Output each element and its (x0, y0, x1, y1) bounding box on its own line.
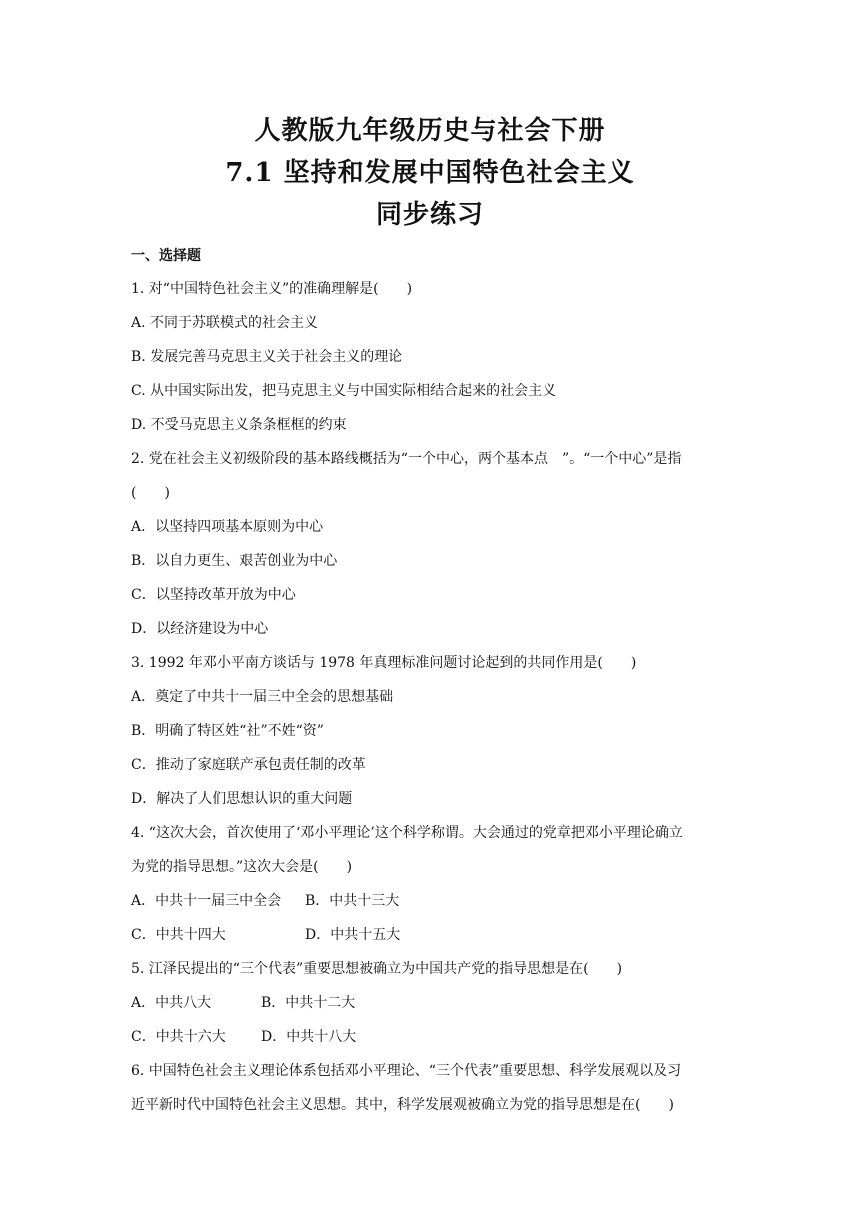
option-a: A. 不同于苏联模式的社会主义 (131, 315, 319, 331)
question-6 (131, 1059, 731, 1117)
question-stem-continued: ( ) (131, 485, 170, 501)
option-b: B. 发展完善马克思主义关于社会主义的理论 (131, 349, 403, 365)
title-line-3: 同步练习 (375, 200, 484, 230)
question-5 (131, 957, 731, 1049)
option-d: D．以经济建设为中心 (131, 621, 269, 637)
option-a: A．以坚持四项基本原则为中心 (131, 519, 324, 535)
option-c: C. 从中国实际出发，把马克思主义与中国实际相结合起来的社会主义 (131, 383, 557, 399)
option-c: C．中共十四大 (131, 927, 226, 943)
question-stem: 3. 1992 年邓小平南方谈话与 1978 年真理标准问题讨论起到的共同作用是( ) (131, 655, 637, 671)
option-a: A．中共十一届三中全会 (131, 893, 282, 909)
option-b: B．中共十三大 (305, 893, 400, 909)
option-d: D．中共十五大 (305, 927, 401, 943)
question-stem-continued: 近平新时代中国特色社会主义思想。其中，科学发展观被确立为党的指导思想是在( ) (131, 1097, 674, 1113)
question-1 (131, 277, 731, 437)
question-stem-continued: 为党的指导思想。”这次大会是( ) (131, 859, 353, 875)
option-b: B．明确了特区姓“社”不姓“资” (131, 723, 324, 739)
option-row (131, 923, 731, 947)
question-4 (131, 821, 731, 947)
option-a: A．中共八大 (131, 995, 212, 1011)
question-2 (131, 447, 731, 641)
option-b: B．中共十二大 (261, 995, 356, 1011)
question-stem: 6. 中国特色社会主义理论体系包括邓小平理论、“三个代表”重要思想、科学发展观以及习 (131, 1063, 682, 1079)
question-stem: 5. 江泽民提出的“三个代表”重要思想被确立为中国共产党的指导思想是在( ) (131, 961, 623, 977)
question-stem: 4. “这次大会，首次使用了‘邓小平理论’这个科学称谓。大会通过的党章把邓小平理论确立 (131, 825, 683, 841)
option-a: A．奠定了中共十一届三中全会的思想基础 (131, 689, 394, 705)
question-content (131, 244, 731, 1127)
option-row (131, 991, 731, 1015)
option-d: D．中共十八大 (261, 1029, 357, 1045)
option-d: D．解决了人们思想认识的重大问题 (131, 791, 353, 807)
option-c: C．推动了家庭联产承包责任制的改革 (131, 757, 366, 773)
section-heading: 一、选择题 (131, 248, 201, 264)
question-stem: 1. 对“中国特色社会主义”的准确理解是( ) (131, 281, 413, 297)
option-b: B．以自力更生、艰苦创业为中心 (131, 553, 338, 569)
option-d: D. 不受马克思主义条条框框的约束 (131, 417, 347, 433)
title-line-2: 7.1 坚持和发展中国特色社会主义 (225, 158, 635, 188)
document-title (0, 110, 860, 236)
question-3 (131, 651, 731, 811)
option-c: C．中共十六大 (131, 1029, 226, 1045)
question-stem: 2. 党在社会主义初级阶段的基本路线概括为“一个中心，两个基本点 ”。“一个中心”是指 (131, 451, 682, 467)
option-row (131, 889, 731, 913)
option-row (131, 1025, 731, 1049)
option-c: C．以坚持改革开放为中心 (131, 587, 296, 603)
title-line-1: 人教版九年级历史与社会下册 (254, 116, 606, 146)
